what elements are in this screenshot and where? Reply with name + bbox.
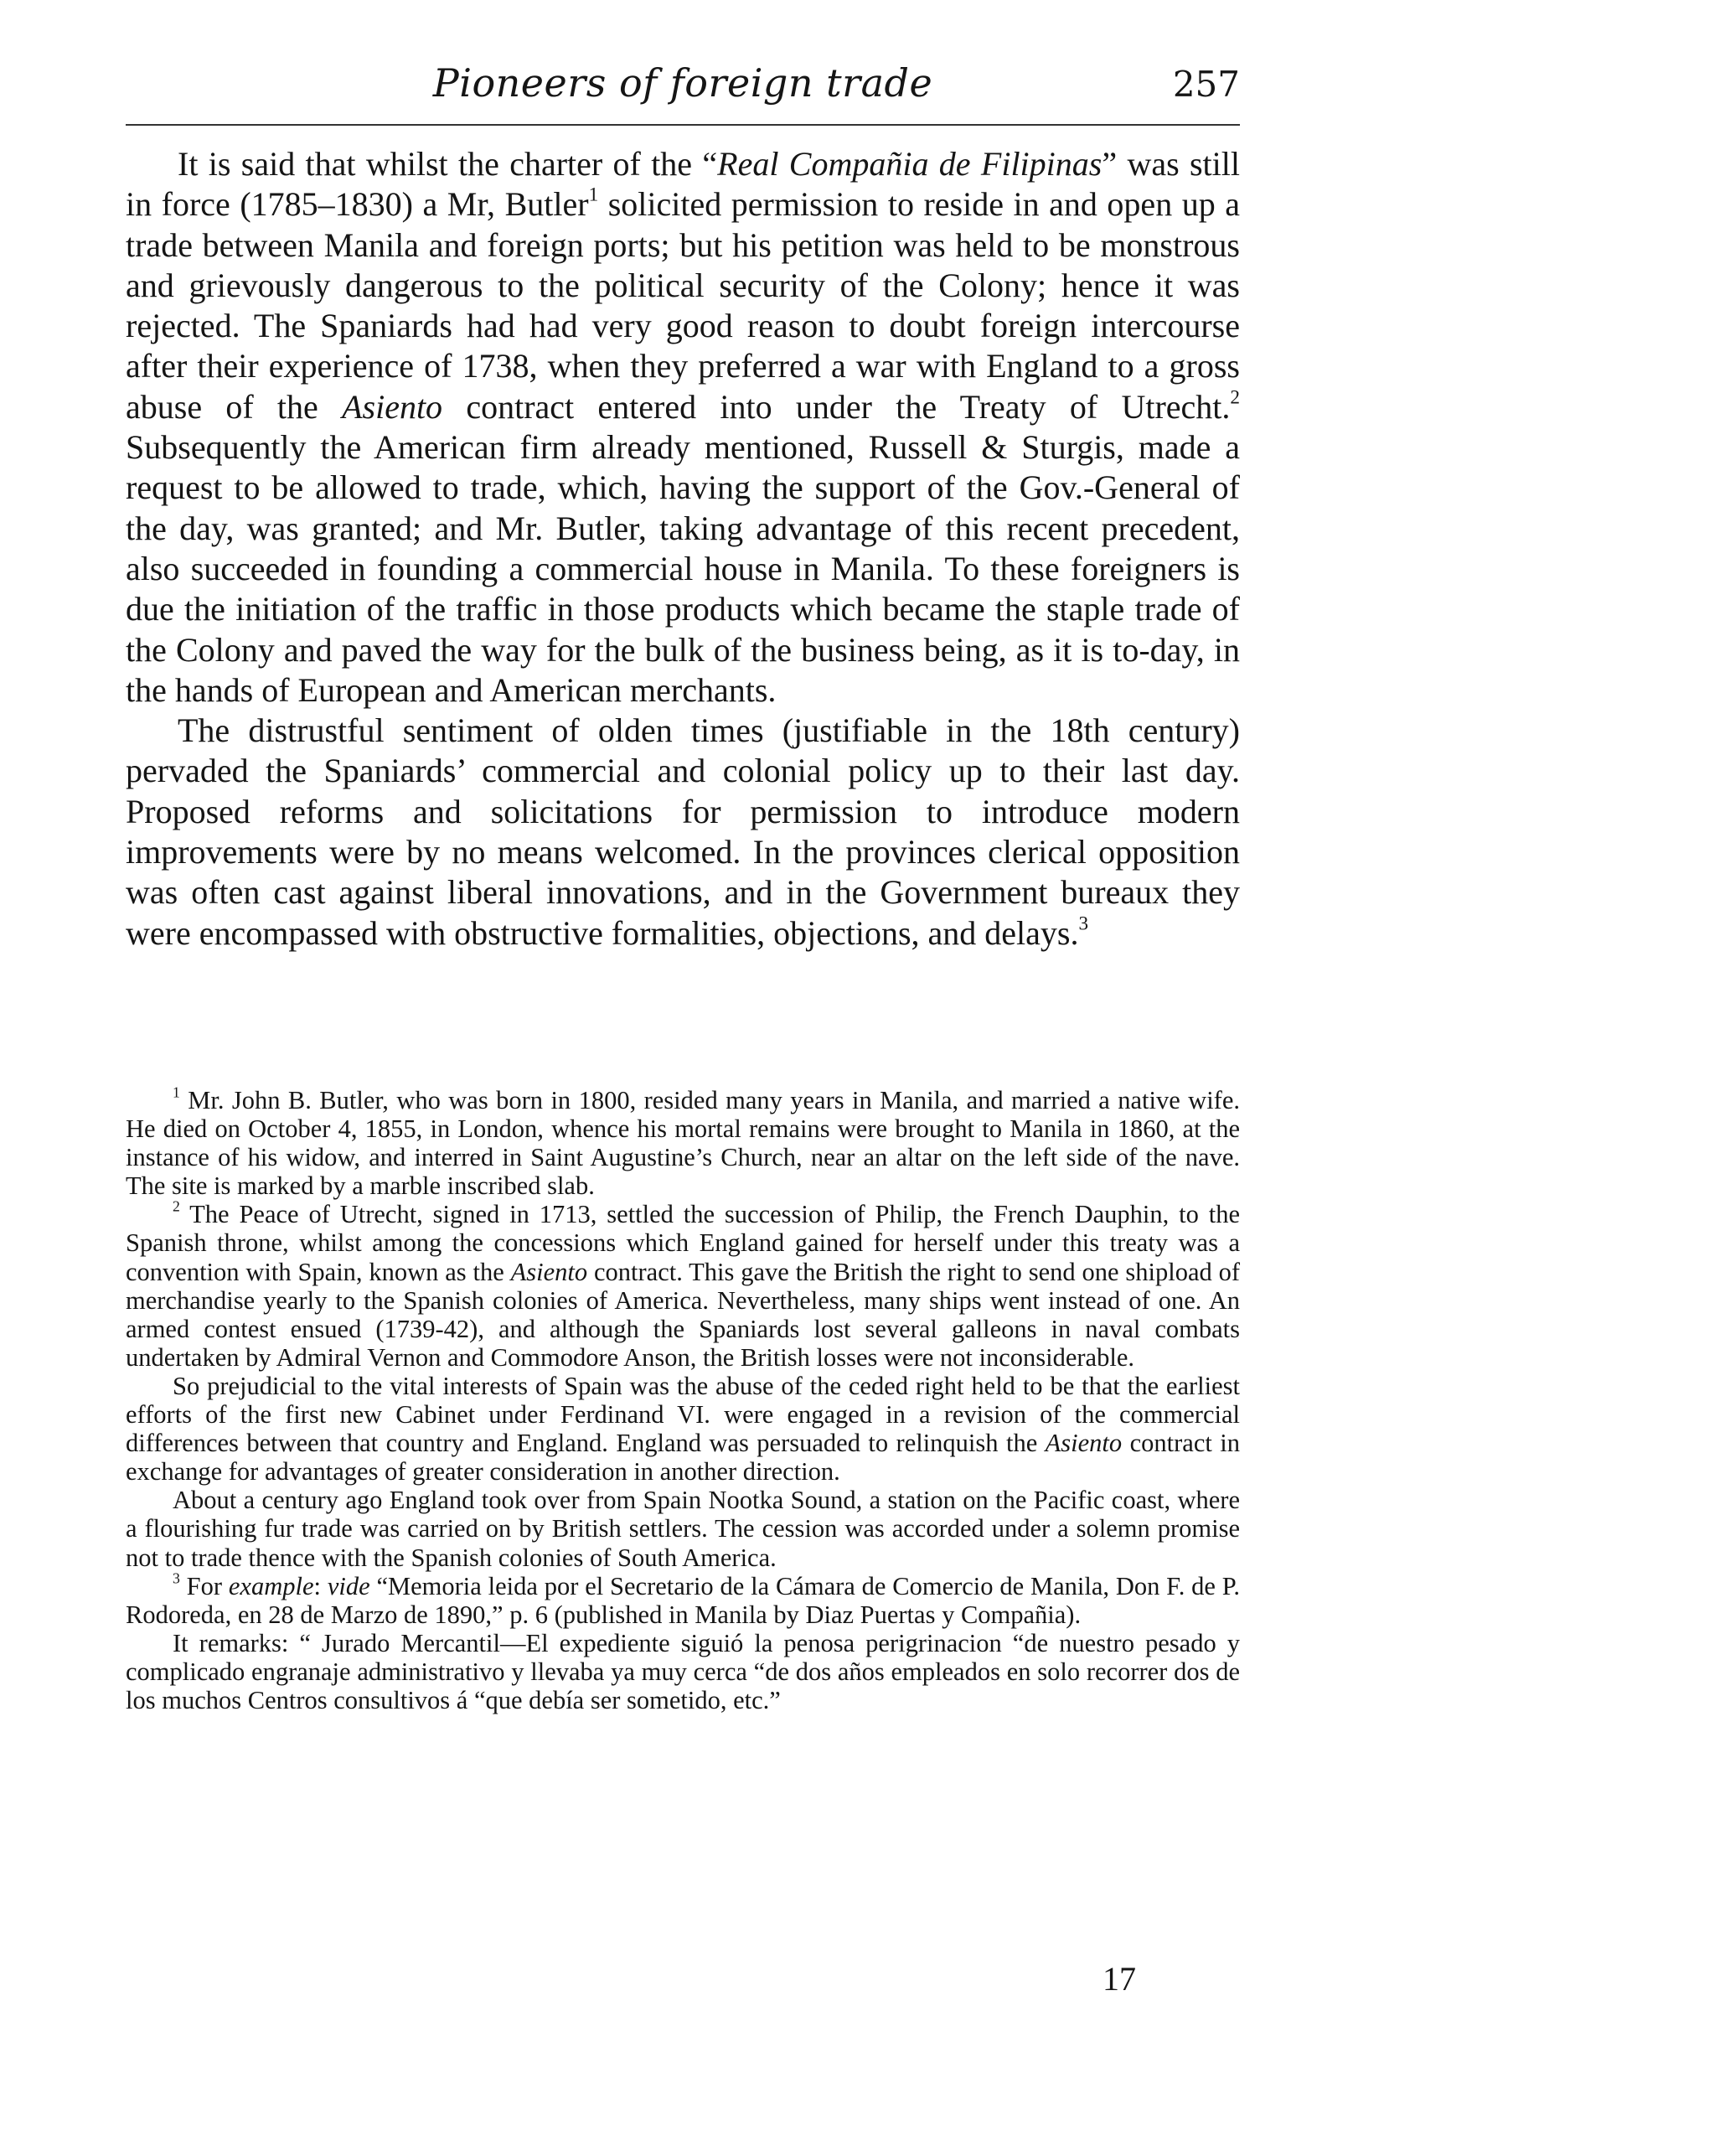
main-text [126,144,1240,954]
paragraph-1: It is said that whilst the charter of the “Real Compañia de Filipinas” was still in force (1785–1830) a Mr, Butler$^1$ solicited permission to reside in and open up a trade between Manila and foreign ports; but his petition was held to be monstrous and grievously dangerous to the political security of the Colony; hence it was rejected. The Spaniards had had very good reason to doubt foreign intercourse after their experience of 1738, when they preferred a war with England to a gross abuse of the Asiento contract entered into under the Treaty of Utrecht.$^2$ Subsequently the American firm already mentioned, Russell & Sturgis, made a request to be allowed to trade, which, having the support of the Gov.-General of the day, was granted; and Mr. Butler, taking advantage of this recent precedent, also succeeded in founding a commercial house in Manila. To these foreigners is due the initiation of the traffic in those products which became the staple trade of the Colony and paved the way for the bulk of the business being, as it is to-day, in the hands of European and American merchants. [126,145,1241,709]
footnote-ref-3: 3 [1078,913,1089,935]
vide-word: vide [327,1571,370,1600]
footnote-ref-2: 2 [1230,386,1240,409]
footnote-2: $^2$ The Peace of Utrecht, signed in 1713, settled the succession of Philip, the French Dauphin, to the Spanish throne, whilst among the concessions which England gained for herself under this treaty was a convention with Spain, known as the Asiento contract. This gave the British the right to send one shipload of merchandise yearly to the Spanish colonies of America. Nevertheless, many ships went instead of one. An armed contest ensued (1739-42), and although the Spaniards lost several galleons in naval combats undertaken by Admiral Vernon and Commodore Anson, the British losses were not inconsiderable. [126,1198,1241,1372]
asiento-term: Asiento [510,1257,588,1286]
signature-mark: 17 [1103,1960,1136,1998]
footnote-1: $^1$ Mr. John B. Butler, who was born in 1800, resided many years in Manila, and married a native wife. He died on October 4, 1855, in London, whence his mortal remains were brought to Manila in 1860, at the instance of his widow, and interred in Saint Augustine’s Church, near an altar on the left side of the nave. The site is marked by a marble inscribed slab. [126,1083,1240,1201]
footnote-mark: 3 [173,1569,180,1587]
footnotes [126,1083,1241,1714]
running-title: Pioneers of foreign trade [432,60,933,106]
company-name: Real Compañia de Filipinas [717,145,1103,183]
footnote-mark: 1 [173,1083,180,1101]
example-word: example [228,1571,314,1600]
asiento-term: Asiento [1045,1429,1123,1458]
page-number: 257 [1172,64,1240,105]
running-header [126,57,1240,116]
footnote-ref-1: 1 [588,184,599,206]
paragraph-2: The distrustful sentiment of olden times (justifiable in the 18th century) pervaded the Spaniards’ commercial and colonial policy up to their last day. Proposed reforms and solicitations for permission to introduce modern improvements were by no means welcomed. In the provinces clerical opposition was often cast against liberal innovations, and in the Government bureaux they were encompassed with obstructive formalities, objections, and delays.$^3$ [126,711,1240,952]
footnote-3: $^3$ For example: vide “Memoria leida por el Secretario de la Cámara de Comercio de Manila, Don F. de P. Rodoreda, en 28 de Marzo de 1890,” p. 6 (published in Manila by Diaz Puertas y Compañia). [126,1569,1240,1629]
footnote-mark: 2 [173,1198,180,1216]
footnote-2-continued: So prejudicial to the vital interests of Spain was the abuse of the ceded right held to be that the earliest efforts of the first new Cabinet under Ferdinand VI. were engaged in a revision of the commercial differences between that country and England. England was persuaded to relinquish the Asiento contract in exchange for advantages of greater consideration in another direction. [126,1371,1240,1486]
header-rule [126,124,1240,126]
footnote-2-nootka: About a century ago England took over from Spain Nootka Sound, a station on the Pacific coast, where a flourishing fur trade was carried on by British settlers. The cession was accorded under a solemn promise not to trade thence with the Spanish colonies of South America. [126,1486,1240,1572]
asiento-term: Asiento [342,387,443,426]
footnote-3-quote: It remarks: “ Jurado Mercantil—El expediente siguió la penosa perigrinacion “de nuestro pesado y complicado engranaje administrativo y llevaba ya muy cerca “de dos años empleados en solo recorrer dos de los muchos Centros consultivos á “que debía ser sometido, etc.” [126,1628,1240,1714]
